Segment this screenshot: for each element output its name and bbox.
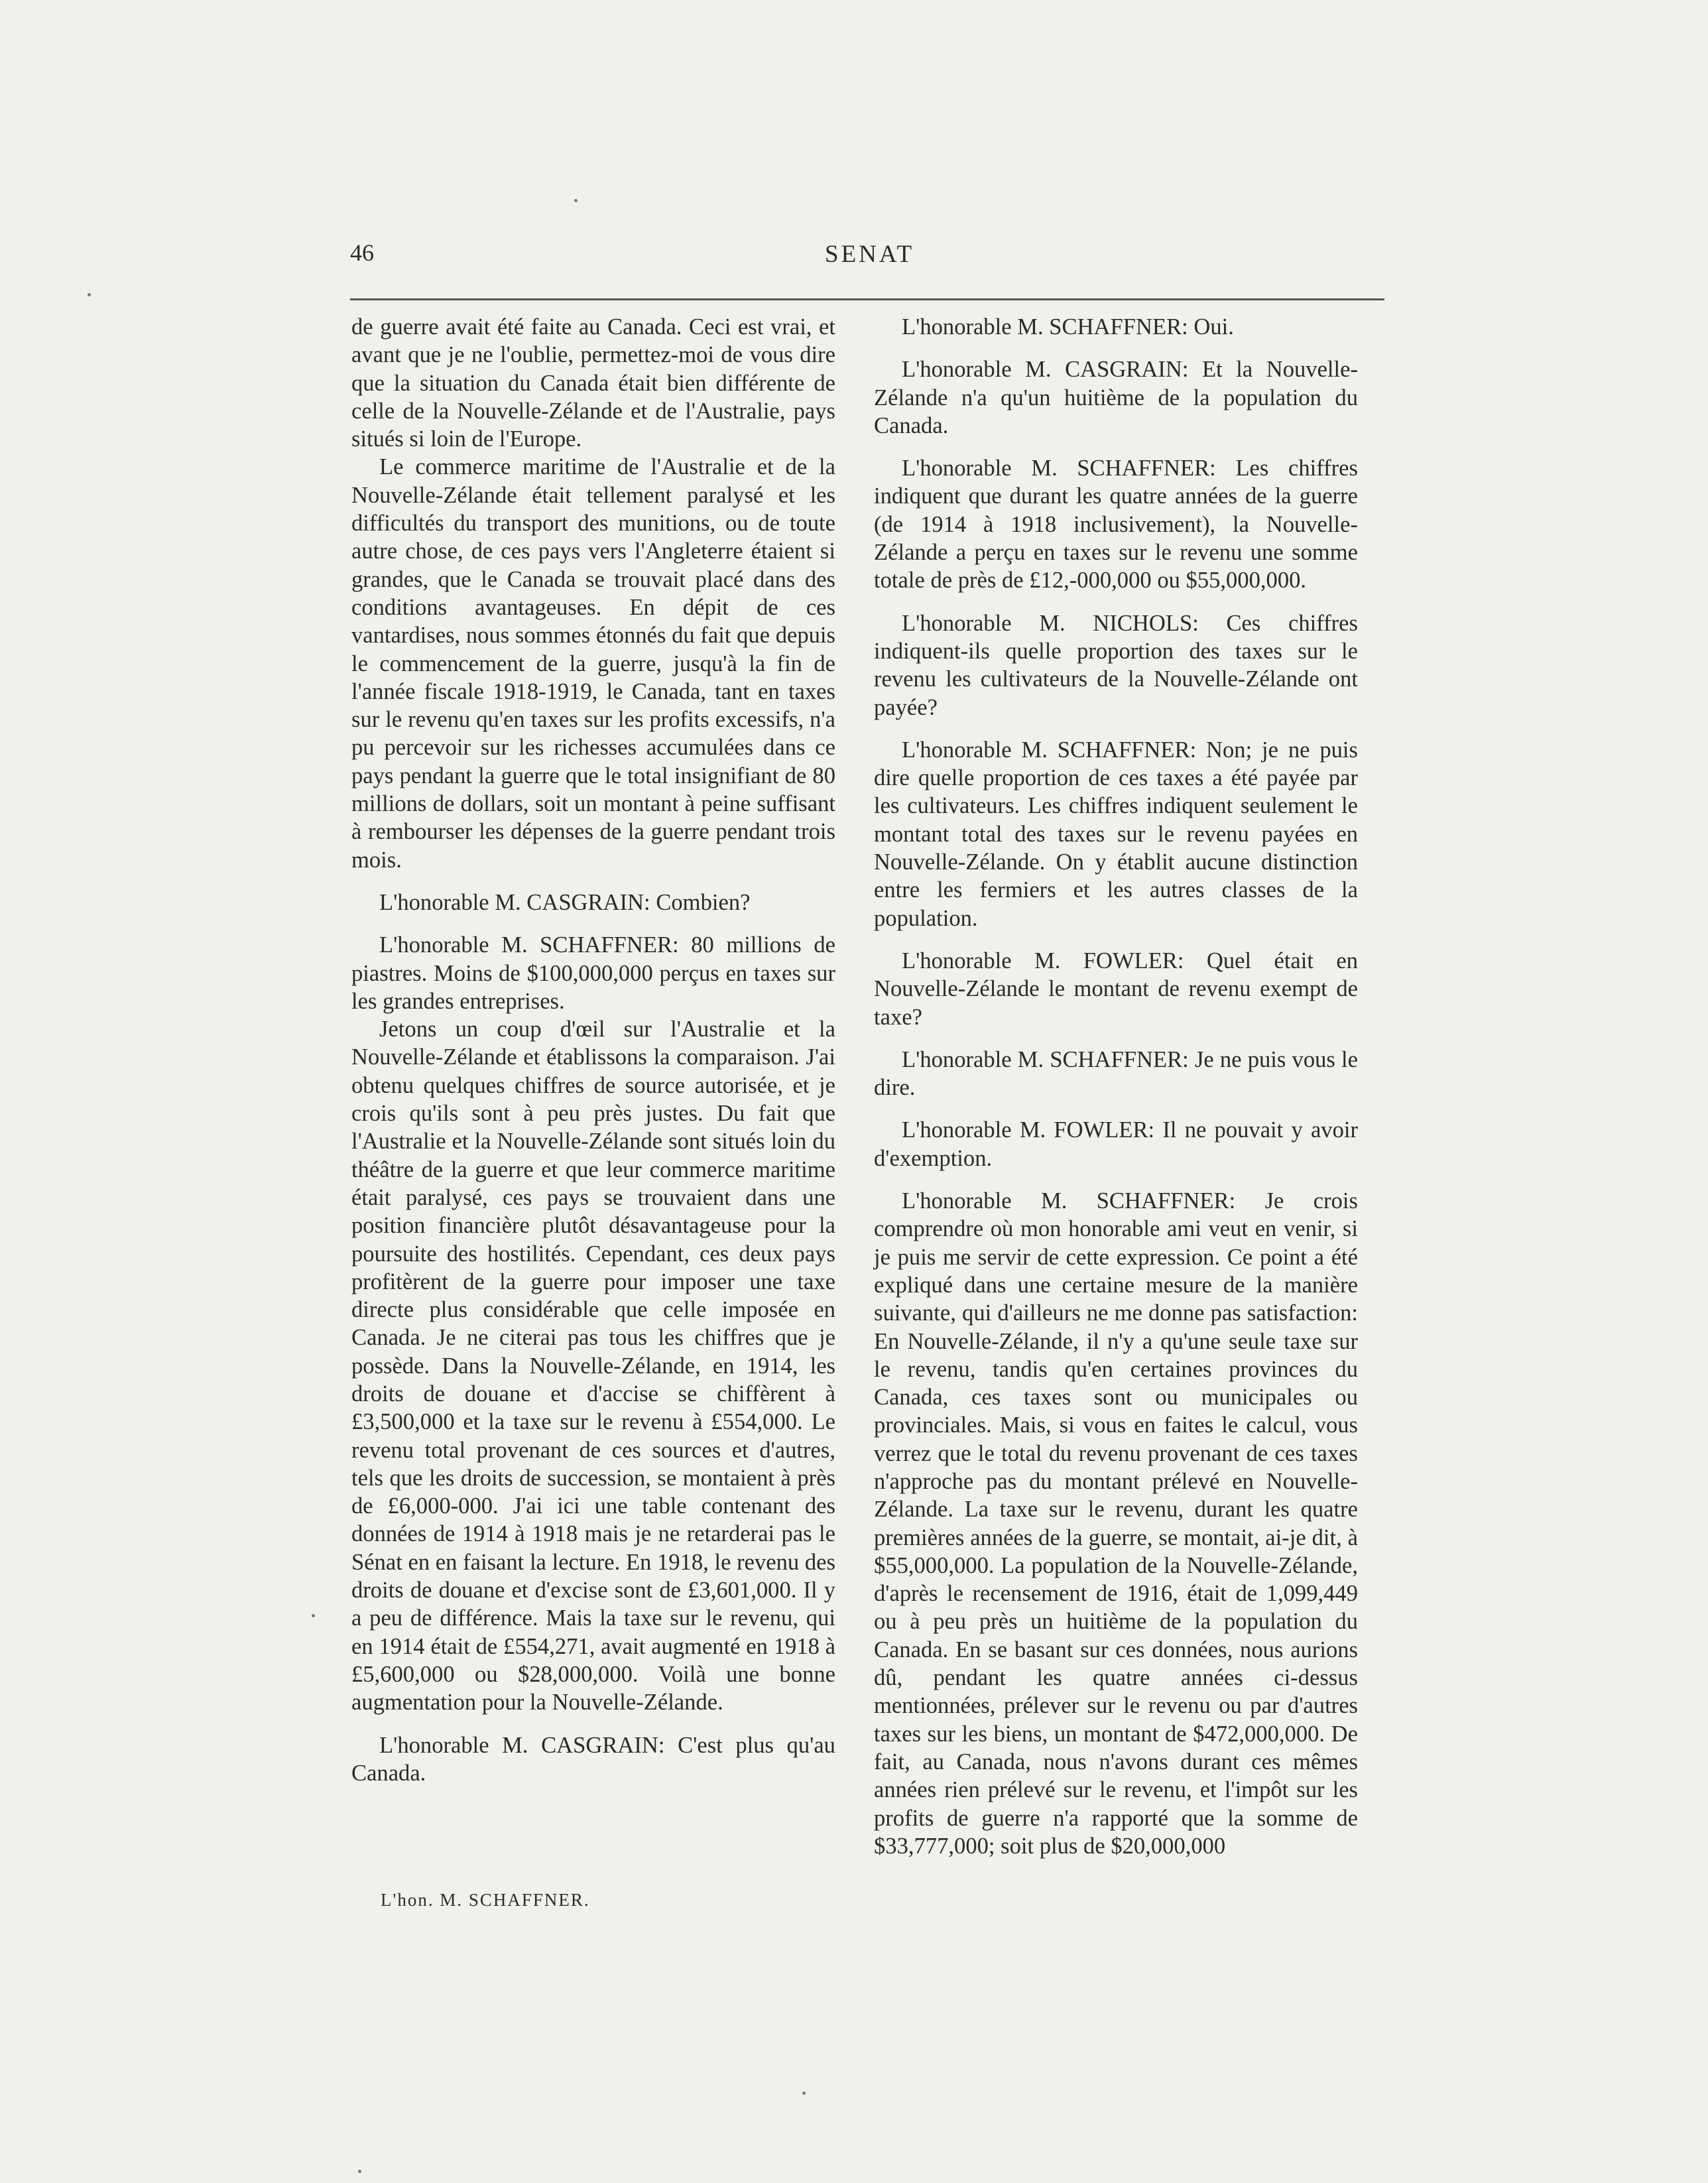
- scan-speck: [574, 199, 578, 202]
- speech-paragraph: [351, 1731, 835, 1788]
- speech-paragraph: [351, 931, 835, 1015]
- speaker-name: L'honorable M. CASGRAIN:: [379, 889, 650, 915]
- paragraph: [351, 313, 835, 453]
- footer-speaker-name: L'hon. M. SCHAFFNER.: [381, 1890, 590, 1910]
- speech-paragraph: [874, 609, 1358, 721]
- speaker-name: L'honorable M. SCHAFFNER:: [902, 456, 1216, 481]
- speech-text: Il ne pouvait y avoir d'exemption.: [874, 1117, 1358, 1171]
- paragraph: [351, 1015, 835, 1716]
- speaker-name: L'honorable M. FOWLER:: [902, 948, 1184, 973]
- paragraph-text: Le commerce maritime de l'Australie et de la Nouvelle-Zélande était tellement paralysé et les difficultés du transport des munitions, ou de toute autre chose, de ces pays vers l'Angleterre étaient si grandes, que le Canada se trouvait placé dans des conditions avantageuses. En dépit de ces vantardises, nous sommes étonnés du fait que depuis le commencement de la guerre, jusqu'à la fin de l'année fiscale 1918-1919, le Canada, tant en taxes sur le revenu qu'en taxes sur les profits excessifs, n'a pu percevoir sur les richesses accumulées dans ce pays pendant la guerre que le total insignifiant de 80 millions de dollars, soit un montant à peine suffisant à rembourser les dépenses de la guerre pendant trois mois.: [351, 454, 835, 873]
- speech-paragraph: [874, 1116, 1358, 1172]
- speaker-name: L'honorable M. SCHAFFNER:: [902, 1046, 1189, 1072]
- speech-text: C'est plus qu'au Canada.: [351, 1732, 835, 1786]
- left-column: [351, 313, 835, 1787]
- page-number: 46: [350, 239, 374, 266]
- speech-text: Quel était en Nouvelle-Zélande le montant de revenu exempt de taxe?: [874, 948, 1359, 1030]
- speech-text: Combien?: [656, 889, 751, 915]
- speech-paragraph: [874, 947, 1358, 1031]
- speech-paragraph: [874, 736, 1358, 932]
- running-head: SENAT: [825, 241, 915, 268]
- speech-text: Ces chiffres indiquent-ils quelle proportion des taxes sur le revenu les cultivateurs de la Nouvelle-Zélande ont payée?: [874, 610, 1358, 720]
- speech-paragraph: [874, 1046, 1358, 1102]
- speech-text: Les chiffres indiquent que durant les quatre années de la guerre (de 1914 à 1918 inclusivement), la Nouvelle-Zélande a perçu en taxes sur le revenu une somme totale de près de £12,-000,000 ou $55,000,000.: [874, 456, 1358, 593]
- scan-speck: [312, 1614, 315, 1617]
- right-column: [874, 313, 1358, 1860]
- speaker-name: L'honorable M. SCHAFFNER:: [902, 314, 1188, 340]
- speaker-name: L'honorable M. CASGRAIN:: [379, 1732, 665, 1758]
- speech-text: 80 millions de piastres. Moins de $100,000,000 perçus en taxes sur les grandes entreprises.: [351, 932, 835, 1014]
- paragraph-text: Jetons un coup d'œil sur l'Australie et la Nouvelle-Zélande et établissons la comparaison. J'ai obtenu quelques chiffres de source autorisée, et je crois qu'ils sont à peu près justes. Du fait que l'Australie et la Nouvelle-Zélande sont situés loin du théâtre de la guerre et que leur commerce maritime était paralysé, ces pays se trouvaient dans une position financière plutôt désavantageuse pour la poursuite des hostilités. Cependant, ces deux pays profitèrent de la guerre pour imposer une taxe directe plus considérable que celle imposée en Canada. Je ne citerai pas tous les chiffres que je possède. Dans la Nouvelle-Zélande, en 1914, les droits de douane et d'accise se chiffèrent à £3,500,000 et la taxe sur le revenu à £554,000. Le revenu total provenant de ces sources et d'autres, tels que les droits de succession, se montaient à près de £6,000-000. J'ai ici une table contenant des données de 1914 à 1918 mais je ne retarderai pas le Sénat en en faisant la lecture. En 1918, le revenu des droits de douane et d'excise sont de £3,601,000. Il y a peu de différence. Mais la taxe sur le revenu, qui en 1914 était de £554,271, avait augmenté en 1918 à £5,600,000 ou $28,000,000. Voilà une bonne augmentation pour la Nouvelle-Zélande.: [351, 1017, 835, 1715]
- speech-paragraph: [874, 1187, 1358, 1860]
- speaker-name: L'honorable M. SCHAFFNER:: [902, 737, 1197, 763]
- speech-text: Je ne puis vous le dire.: [874, 1046, 1358, 1101]
- speech-paragraph: [874, 313, 1358, 341]
- paragraph-text: de guerre avait été faite au Canada. Ceci est vrai, et avant que je ne l'oublie, permettez-moi de vous dire que la situation du Canada était bien différente de celle de la Nouvelle-Zélande et de l'Australie, pays situés si loin de l'Europe.: [351, 314, 835, 452]
- speaker-name: L'honorable M. SCHAFFNER:: [379, 932, 679, 958]
- speech-text: Non; je ne puis dire quelle proportion de ces taxes a été payée par les cultivateurs. Les chiffres indiquent seulement le montant total des taxes sur le revenu payées en Nouvelle-Zélande. On y établit aucune distinction entre les fermiers et les autres classes de la population.: [874, 737, 1358, 931]
- scan-speck: [802, 2091, 806, 2095]
- scan-speck: [88, 293, 91, 296]
- speech-paragraph: [874, 355, 1358, 440]
- paragraph: [351, 453, 835, 873]
- speaker-name: L'honorable M. FOWLER:: [902, 1117, 1155, 1143]
- speech-paragraph: [874, 454, 1358, 594]
- speech-paragraph: [351, 889, 835, 916]
- header-rule: [350, 298, 1384, 300]
- speech-text: Oui.: [1193, 314, 1234, 340]
- speaker-name: L'honorable M. CASGRAIN:: [902, 357, 1189, 383]
- scan-speck: [358, 2170, 361, 2173]
- speech-text: Et la Nouvelle-Zélande n'a qu'un huitième de la population du Canada.: [874, 357, 1358, 438]
- speaker-name: L'honorable M. SCHAFFNER:: [902, 1188, 1236, 1214]
- speaker-name: L'honorable M. NICHOLS:: [902, 610, 1199, 636]
- speech-text: Je crois comprendre où mon honorable ami veut en venir, si je puis me servir de cette expression. Ce point a été expliqué dans une certaine mesure de la manière suivante, qui d'ailleurs ne me donne pas satisfaction: En Nouvelle-Zélande, il n'y a qu'une seule taxe sur le revenu, tandis qu'en certaines provinces du Canada, ces taxes sont ou municipales ou provinciales. Mais, si vous en faites le calcul, vous verrez que le total du revenu provenant de ces taxes n'approche pas du montant prélevé en Nouvelle-Zélande. La taxe sur le revenu, durant les quatre premières années de la guerre, se montait, ai-je dit, à $55,000,000. La population de la Nouvelle-Zélande, d'après le recensement de 1916, était de 1,099,449 ou à peu près un huitième de la population du Canada. En se basant sur ces données, nous aurions dû, pendant les quatre années ci-dessus mentionnées, prélever sur le revenu ou par d'autres taxes sur les biens, un montant de $472,000,000. De fait, au Canada, nous n'avons durant ces mêmes années rien prélevé sur le revenu, et l'impôt sur les profits de guerre n'a rapporté que la somme de $33,777,000; soit plus de $20,000,000: [874, 1188, 1358, 1859]
